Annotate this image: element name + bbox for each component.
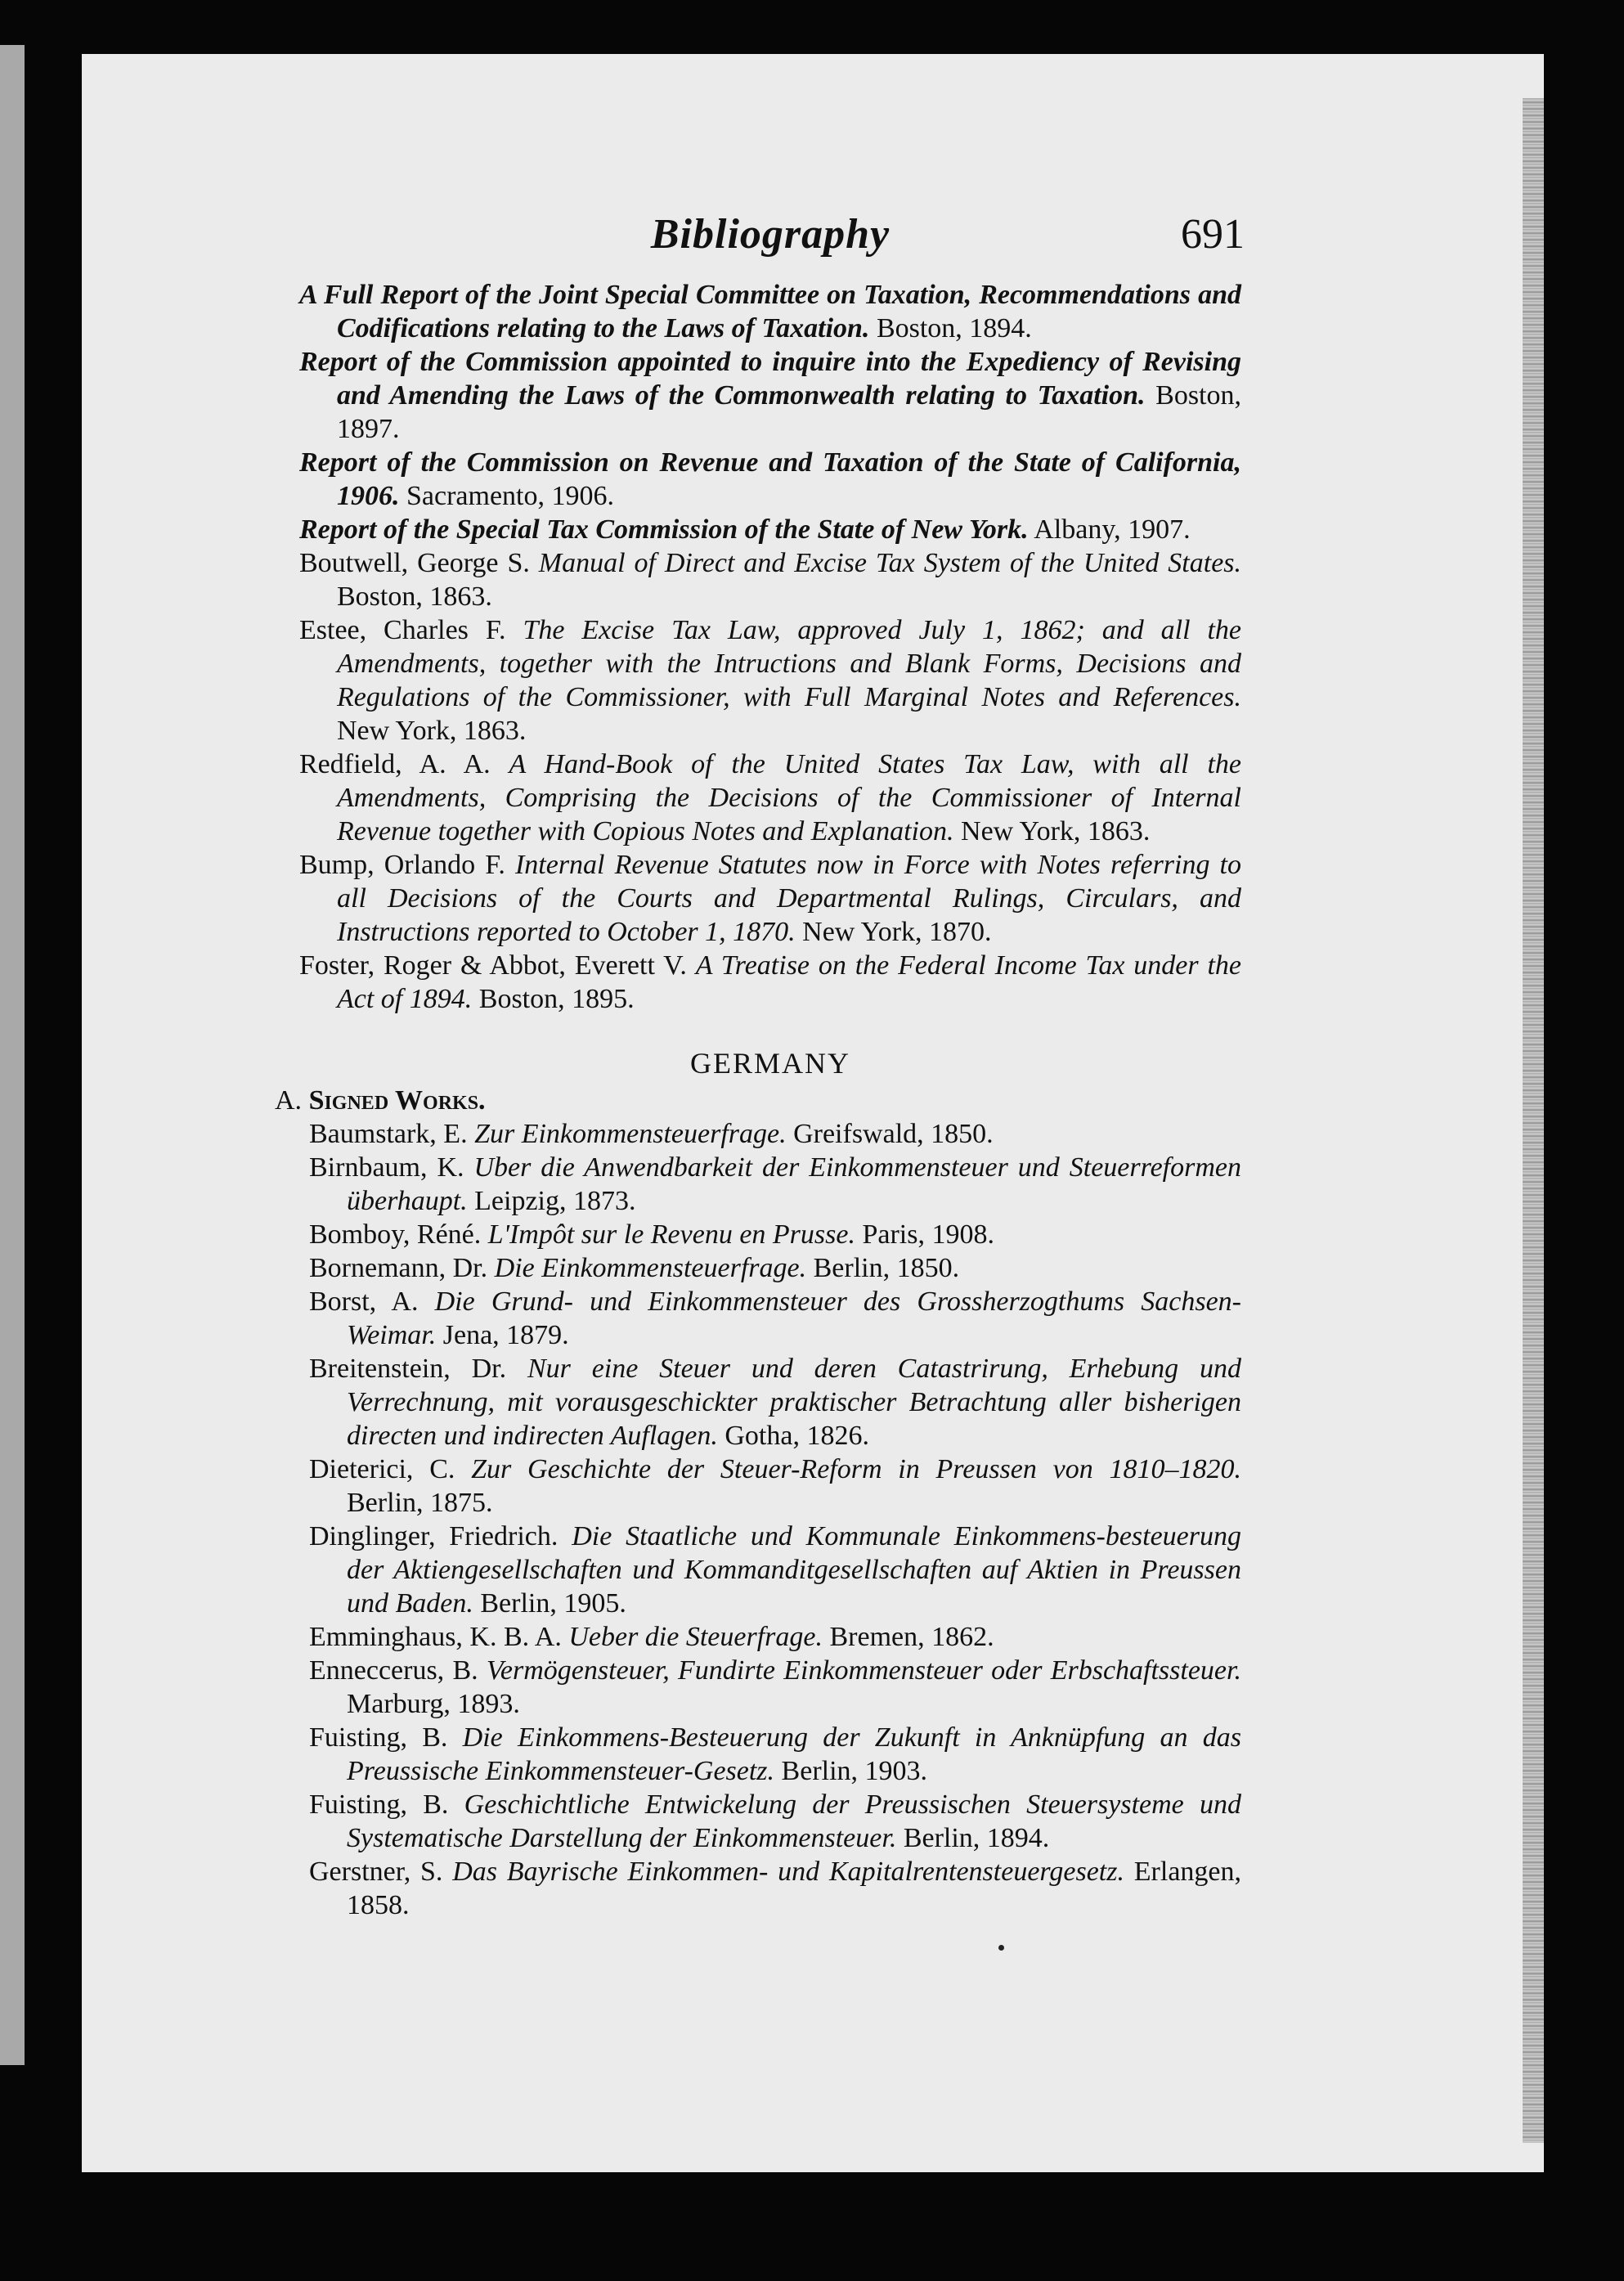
ink-dot — [998, 1945, 1004, 1951]
entry-author: Dinglinger, Friedrich. — [309, 1521, 559, 1551]
entry-imprint: Erlangen, 1858. — [347, 1857, 1241, 1920]
entry-imprint: Boston, 1863. — [337, 581, 492, 612]
entry-imprint: Gotha, 1826. — [725, 1421, 869, 1451]
entry-imprint: Greifswald, 1850. — [793, 1119, 994, 1149]
running-title: Bibliography — [650, 211, 891, 258]
entry-author: Gerstner, S. — [309, 1857, 443, 1887]
entry-author: Baumstark, E. — [309, 1119, 468, 1149]
bibliography-entry — [309, 1117, 1241, 1151]
us-entries — [299, 278, 1241, 1016]
subheading-prefix: A. — [275, 1085, 303, 1116]
entry-author: Fuisting, B. — [309, 1789, 449, 1820]
bibliography-entry — [299, 949, 1241, 1016]
section-heading-germany: GERMANY — [689, 1047, 850, 1080]
bibliography-entry — [299, 513, 1241, 546]
entry-title: Report of the Special Tax Commission of the State of New York. — [299, 514, 1029, 545]
germany-entries — [299, 1117, 1241, 1922]
entry-imprint: Jena, 1879. — [442, 1320, 569, 1350]
entry-title: Internal Revenue Statutes now in Force with Notes referring to all Decisions of the Courts and Departmental Rulings, Circulars, and Instructions reported to October 1, 1870. — [337, 850, 1242, 947]
bibliography-entry — [299, 345, 1241, 446]
bibliography-entry — [299, 848, 1241, 949]
page-text — [275, 204, 1245, 1922]
bibliography-entry — [309, 1151, 1241, 1218]
entry-author: Borst, A. — [309, 1286, 419, 1317]
entry-author: Bump, Orlando F. — [299, 850, 505, 880]
entry-author: Boutwell, George S. — [299, 548, 530, 578]
entry-author: Bomboy, Réné. — [309, 1219, 482, 1250]
entry-title: Geschichtliche Entwickelung der Preussischen Steuersysteme und Systematische Darstellung der Einkommensteuer. — [347, 1789, 1242, 1853]
running-head — [299, 204, 1245, 278]
entry-imprint: Berlin, 1894. — [903, 1823, 1050, 1853]
entry-title: Die Einkommens-Besteuerung der Zukunft in Anknüpfung an das Preussische Einkommensteuer-Gesetz. — [347, 1722, 1242, 1786]
entry-author: Fuisting, B. — [309, 1722, 448, 1753]
entry-author: Redfield, A. A. — [299, 749, 491, 779]
entry-imprint: Albany, 1907. — [1034, 514, 1191, 545]
page-edge — [1523, 98, 1544, 2143]
entry-imprint: Boston, 1895. — [478, 984, 635, 1014]
entry-imprint: Paris, 1908. — [862, 1219, 994, 1250]
entry-title: A Full Report of the Joint Special Committee on Taxation, Recommendations and Codifications relating to the Laws of Taxation. — [299, 280, 1241, 343]
bibliography-entry — [299, 748, 1241, 848]
entry-imprint: Boston, 1897. — [337, 380, 1241, 444]
entry-title: The Excise Tax Law, approved July 1, 1862; and all the Amendments, together with the Intructions and Blank Forms, Decisions and Regulations of the Commissioner, with Full Marginal Notes and References. — [337, 615, 1241, 712]
entry-title: Die Grund- und Einkommensteuer des Grossherzogthums Sachsen-Weimar. — [347, 1286, 1242, 1350]
bibliography-entry — [299, 278, 1241, 345]
entry-imprint: New York, 1870. — [802, 917, 992, 947]
entry-title: Ueber die Steuerfrage. — [568, 1622, 823, 1652]
entry-author: Birnbaum, K. — [309, 1152, 464, 1183]
bibliography-entry — [299, 546, 1241, 613]
entry-imprint: New York, 1863. — [961, 816, 1151, 846]
entry-imprint: Berlin, 1905. — [480, 1588, 626, 1619]
bibliography-entry — [299, 613, 1241, 748]
entry-imprint: Bremen, 1862. — [829, 1622, 994, 1652]
entry-title: A Treatise on the Federal Income Tax under the Act of 1894. — [337, 950, 1241, 1014]
left-page-strip — [0, 45, 25, 2065]
entry-title: A Hand-Book of the United States Tax Law, with all the Amendments, Comprising the Decisions of the Commissioner of Internal Revenue together with Copious Notes and Explanation. — [337, 749, 1242, 846]
bibliography-entry — [299, 446, 1241, 513]
subheading-signed-works — [275, 1084, 1241, 1117]
entry-title: Report of the Commission appointed to inquire into the Expediency of Revising and Amending the Laws of the Commonwealth relating to Taxation. — [299, 347, 1241, 411]
entry-author: Enneccerus, B. — [309, 1655, 478, 1686]
entry-imprint: Leipzig, 1873. — [474, 1186, 636, 1216]
entry-author: Emminghaus, K. B. A. — [309, 1622, 562, 1652]
entry-title: Die Einkommensteuerfrage. — [494, 1253, 807, 1283]
entry-title: Uber die Anwendbarkeit der Einkommensteuer und Steuerreformen überhaupt. — [347, 1152, 1241, 1216]
bibliography-entry — [309, 1620, 1241, 1654]
entry-imprint: Berlin, 1903. — [781, 1756, 928, 1786]
bibliography-entry — [309, 1453, 1241, 1520]
bibliography-entry — [309, 1721, 1241, 1788]
entry-title: Nur eine Steuer und deren Catastrirung, Erhebung und Verrechnung, mit vorausgeschickter praktischer Betrachtung aller bisherigen directen und indirecten Auflagen. — [347, 1354, 1241, 1451]
entry-author: Dieterici, C. — [309, 1454, 455, 1484]
page-number: 691 — [1181, 211, 1245, 258]
entry-author: Bornemann, Dr. — [309, 1253, 488, 1283]
entry-title: Das Bayrische Einkommen- und Kapitalrentensteuergesetz. — [452, 1857, 1124, 1887]
subheading-label: Signed Works. — [308, 1085, 486, 1116]
bibliography-entry — [309, 1352, 1241, 1453]
entry-imprint: Marburg, 1893. — [347, 1689, 520, 1719]
entry-imprint: Berlin, 1850. — [813, 1253, 960, 1283]
entry-author: Foster, Roger & Abbot, Everett V. — [299, 950, 687, 981]
entry-imprint: Sacramento, 1906. — [406, 481, 614, 511]
entry-title: Report of the Commission on Revenue and Taxation of the State of California, 1906. — [299, 447, 1241, 511]
entry-title: Manual of Direct and Excise Tax System of the United States. — [538, 548, 1242, 578]
entry-imprint: Berlin, 1875. — [347, 1488, 493, 1518]
bibliography-entry — [309, 1855, 1241, 1922]
bibliography-entry — [309, 1788, 1241, 1855]
bibliography-entry — [309, 1251, 1241, 1285]
entry-author: Estee, Charles F. — [299, 615, 506, 645]
entry-title: Zur Geschichte der Steuer-Reform in Preussen von 1810–1820. — [471, 1454, 1241, 1484]
entry-title: Die Staatliche und Kommunale Einkommens-besteuerung der Aktiengesellschaften und Kommanditgesellschaften auf Aktien in Preussen und Baden. — [347, 1521, 1242, 1619]
entry-imprint: Boston, 1894. — [876, 313, 1032, 343]
entry-title: Vermögensteuer, Fundirte Einkommensteuer oder Erbschaftssteuer. — [486, 1655, 1241, 1686]
entry-imprint: New York, 1863. — [337, 716, 527, 746]
entry-title: Zur Einkommensteuerfrage. — [474, 1119, 787, 1149]
entry-title: L'Impôt sur le Revenu en Prusse. — [487, 1219, 855, 1250]
bibliography-entry — [309, 1654, 1241, 1721]
bibliography-entry — [309, 1285, 1241, 1352]
bibliography-entry — [309, 1218, 1241, 1251]
entry-author: Breitenstein, Dr. — [309, 1354, 507, 1384]
bibliography-entry — [309, 1520, 1241, 1620]
